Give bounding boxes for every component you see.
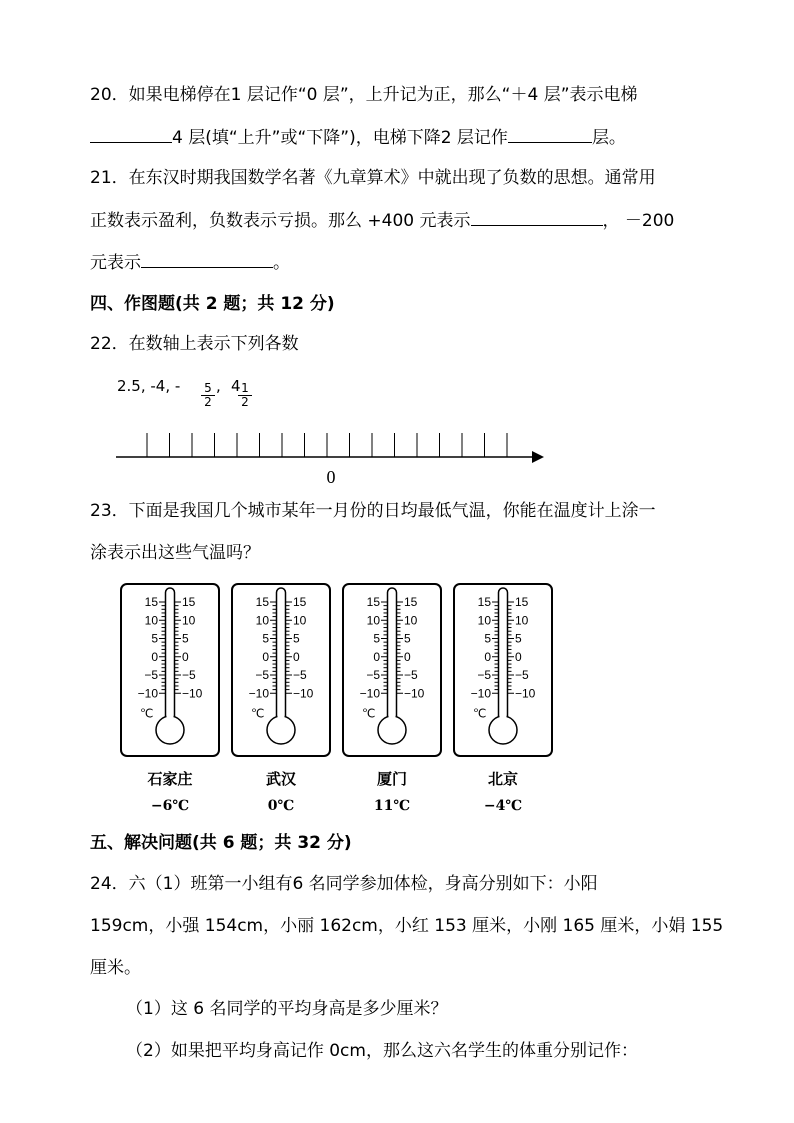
scale-label-left: 0 [373,649,380,664]
q20-line1: 20．如果电梯停在1 层记作“0 层”，上升记为正，那么“＋4 层”表示电梯 [90,85,638,105]
thermometer-bulb [489,716,517,744]
unit-label: ℃ [251,706,265,721]
q20-line2-end: 层。 [591,128,626,148]
scale-label-right: 15 [515,595,529,609]
scale-label-left: 5 [151,631,158,646]
scale-label-right: −5 [293,668,307,682]
city-name: 武汉 [265,770,297,788]
scale-label-left: 15 [366,595,380,609]
scale-label-left: 10 [255,613,269,628]
scale-label-left: 10 [144,613,158,628]
city-temperature: −6℃ [150,798,190,814]
scale-label-right: 0 [515,649,522,664]
scale-label-right: 5 [293,631,300,646]
scale-label-left: 5 [262,631,269,646]
scale-label-right: 10 [182,613,196,628]
scale-label-left: 15 [144,595,158,609]
unit-label: ℃ [473,706,487,721]
city-name: 厦门 [376,770,408,788]
frac2-denominator: 2 [241,395,249,409]
scale-label-left: 5 [373,631,380,646]
thermometer [454,584,552,814]
scale-label-right: 0 [404,649,411,664]
q20-blank-2[interactable] [508,126,592,143]
q24-line2: 159cm，小强 154cm，小丽 162cm，小红 153 厘米，小刚 165 厘米，小娟 155 [90,916,724,936]
city-name: 北京 [487,770,519,788]
scale-label-left: −5 [255,668,269,682]
city-temperature: 0℃ [267,798,295,814]
frac1-denominator: 2 [204,395,212,409]
frac2-numerator: 1 [238,382,252,396]
scale-label-left: −5 [366,668,380,682]
unit-label: ℃ [362,706,376,721]
scale-label-right: −10 [515,686,536,701]
scale-label-right: 5 [515,631,522,646]
q23-line1: 23．下面是我国几个城市某年一月份的日均最低气温，你能在温度计上涂一 [90,501,656,521]
unit-label: ℃ [140,706,154,721]
q24-sub1: （1）这 6 名同学的平均身高是多少厘米？ [126,999,448,1019]
city-temperature: −4℃ [483,798,523,814]
thermometer-tube[interactable] [388,588,397,730]
scale-label-right: 5 [404,631,411,646]
scale-label-left: 5 [484,631,491,646]
number-line-ticks [147,433,507,457]
thermometer [232,584,330,814]
thermometer [343,584,441,814]
tube-joint [278,712,285,720]
scale-label-left: −10 [248,686,269,701]
scale-label-left: −5 [477,668,491,682]
scale-label-right: −5 [515,668,529,682]
scale-label-right: 10 [293,613,307,628]
thermometer-bulb [267,716,295,744]
q22-fraction-5-2 [201,382,215,409]
q20-line2-text: 4 层(填“上升”或“下降”)，电梯下降2 层记作 [172,128,508,148]
section5-heading: 五、解决问题(共 6 题；共 32 分) [90,833,352,853]
q23-line2: 涂表示出这些气温吗？ [90,543,260,563]
city-temperature: 11℃ [373,798,411,814]
scale-label-right: 5 [182,631,189,646]
q22-prompt: 22．在数轴上表示下列各数 [90,334,299,354]
q24-sub2: （2）如果把平均身高记作 0cm，那么这六名学生的体重分别记作： [126,1041,638,1061]
scale-label-right: −5 [404,668,418,682]
scale-label-right: −5 [182,668,196,682]
q22-numbers: 2.5, -4, - [117,377,181,395]
q21-line1: 21．在东汉时期我国数学名著《九章算术》中就出现了负数的思想。通常用 [90,168,656,188]
scale-label-left: 10 [366,613,380,628]
scale-label-left: 0 [262,649,269,664]
scale-label-right: 10 [404,613,418,628]
q21-line3-end: 。 [273,253,290,273]
q21-blank-2[interactable] [141,251,273,268]
tube-joint [500,712,507,720]
scale-label-right: −10 [293,686,314,701]
q21-blank-1[interactable] [471,209,603,226]
q22-fraction-1-2 [238,382,252,409]
q20-line2 [90,126,626,149]
thermometers-figure [115,580,555,815]
frac1-numerator: 5 [201,382,215,396]
q21-line2 [90,209,674,232]
q22-mixed-whole: 4 [231,377,241,395]
scale-label-right: 15 [293,595,307,609]
thermometer-bulb [378,716,406,744]
q21-line3 [90,251,290,274]
q21-line2-text: 正数表示盈利，负数表示亏损。那么 +400 元表示 [90,211,471,231]
tube-joint [167,712,174,720]
scale-label-left: −10 [359,686,380,701]
thermometer-tube[interactable] [499,588,508,730]
q20-blank-1[interactable] [90,126,172,143]
scale-label-left: 15 [255,595,269,609]
scale-label-right: 10 [515,613,529,628]
scale-label-right: 15 [404,595,418,609]
scale-label-left: −5 [144,668,158,682]
scale-label-left: 0 [484,649,491,664]
thermometer-tube[interactable] [166,588,175,730]
number-line-arrow [532,451,544,463]
scale-label-left: −10 [470,686,491,701]
scale-label-right: 0 [182,649,189,664]
section4-heading: 四、作图题(共 2 题；共 12 分) [90,294,335,314]
number-line-zero-label: 0 [326,467,336,485]
tube-joint [389,712,396,720]
number-line[interactable] [110,425,550,485]
scale-label-right: −10 [404,686,425,701]
scale-label-left: 0 [151,649,158,664]
q24-line1: 24．六（1）班第一小组有6 名同学参加体检，身高分别如下：小阳 [90,874,598,894]
scale-label-right: 0 [293,649,300,664]
scale-label-right: −10 [182,686,203,701]
thermometer-tube[interactable] [277,588,286,730]
scale-label-left: 15 [477,595,491,609]
city-name: 石家庄 [147,770,193,788]
q21-line2-end: ， －200 [602,211,675,231]
scale-label-right: 15 [182,595,196,609]
scale-label-left: 10 [477,613,491,628]
q21-line3-text: 元表示 [90,253,141,273]
thermometer [121,584,219,814]
thermometer-bulb [156,716,184,744]
scale-label-left: −10 [137,686,158,701]
q24-line3: 厘米。 [90,958,141,978]
q22-comma: , [216,377,221,395]
